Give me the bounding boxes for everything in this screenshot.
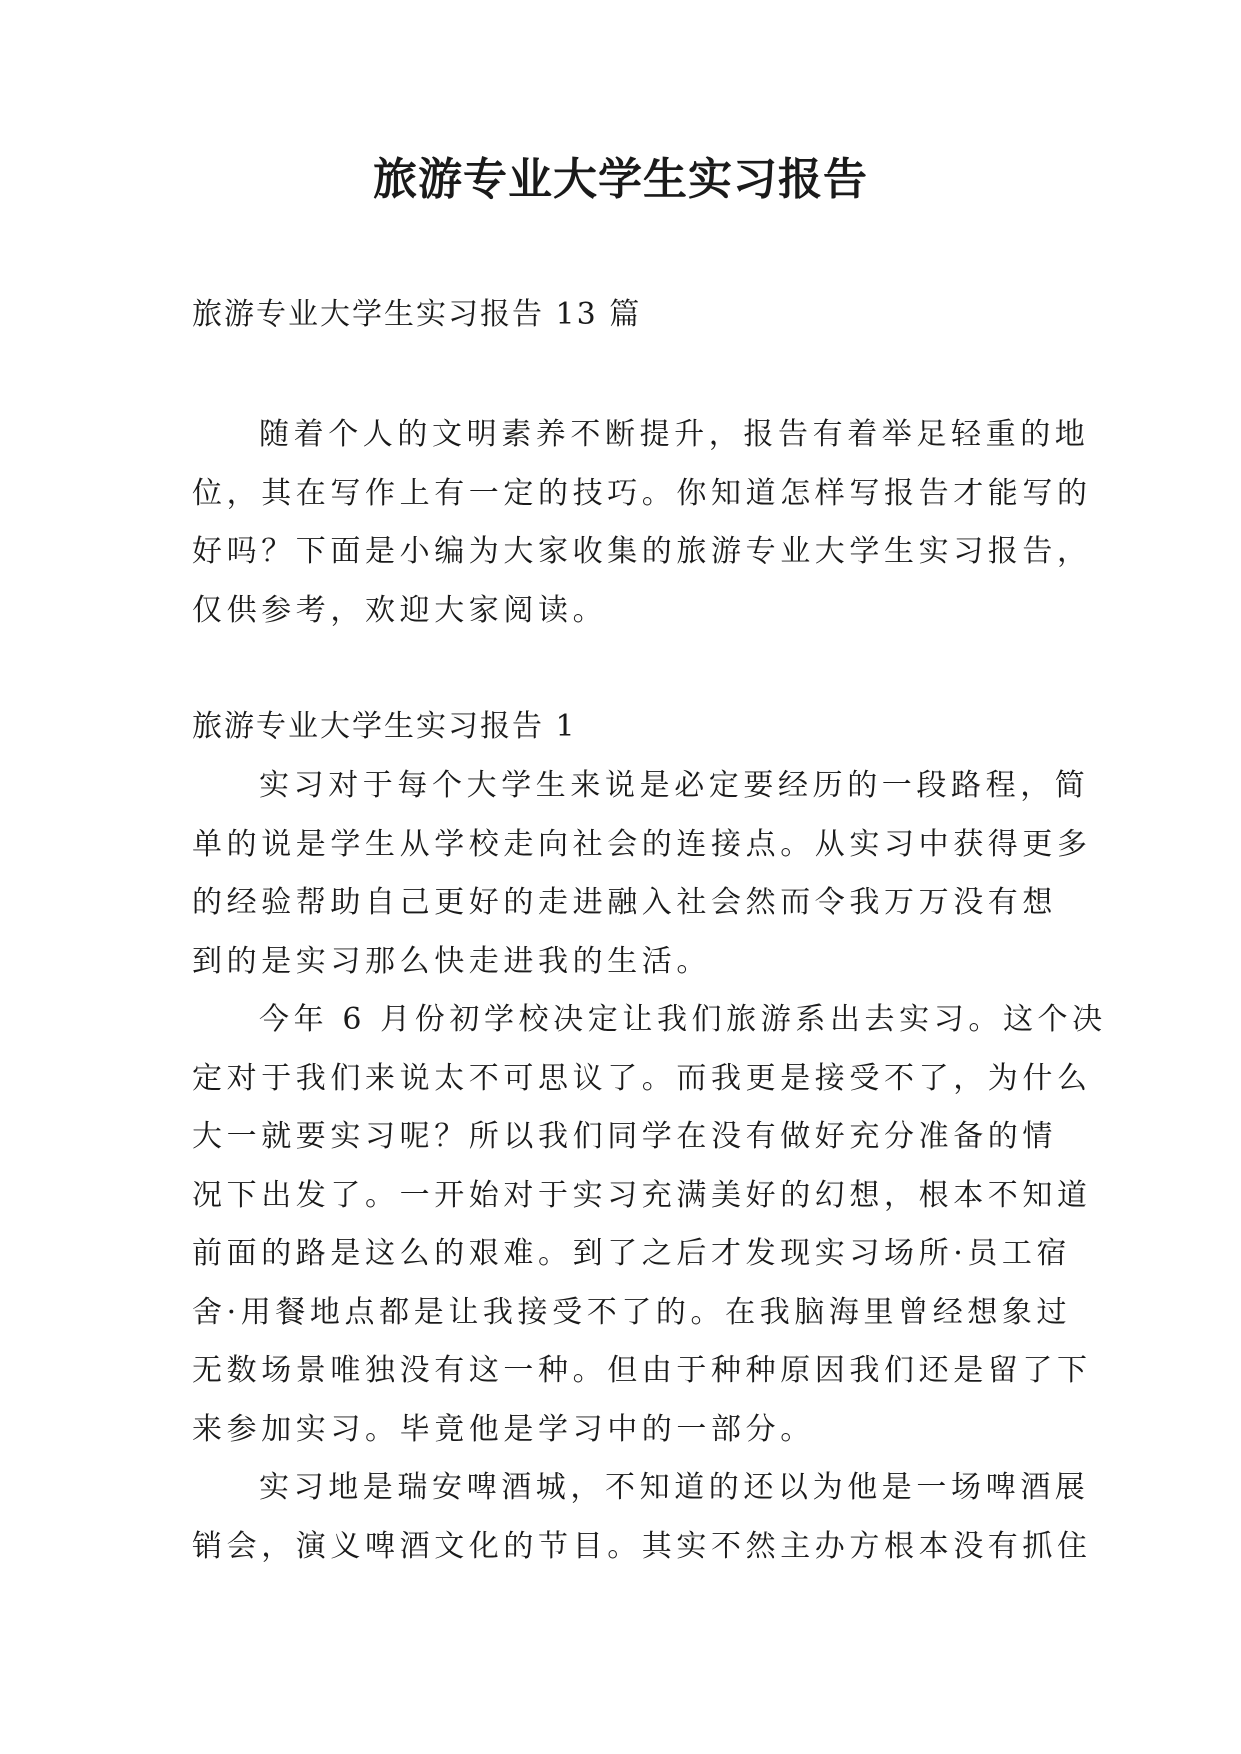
- paragraph-line: 今年 6 月份初学校决定让我们旅游系出去实习。这个决: [259, 1002, 1107, 1037]
- intro-line: 位，其在写作上有一定的技巧。你知道怎样写报告才能写的: [192, 475, 1092, 511]
- paragraph-line: 到的是实习那么快走进我的生活。: [192, 943, 711, 979]
- paragraph-line: 销会，演义啤酒文化的节目。其实不然主办方根本没有抓住: [192, 1528, 1092, 1564]
- paragraph-line: 无数场景唯独没有这一种。但由于种种原因我们还是留了下: [192, 1353, 1092, 1388]
- paragraph-line: 舍·用餐地点都是让我接受不了的。在我脑海里曾经想象过: [192, 1294, 1072, 1330]
- paragraph-line: 实习地是瑞安啤酒城，不知道的还以为他是一场啤酒展: [259, 1470, 1090, 1505]
- document-title: 旅游专业大学生实习报告: [373, 154, 868, 205]
- intro-line: 好吗？下面是小编为大家收集的旅游专业大学生实习报告，: [192, 534, 1092, 569]
- paragraph-line: 大一就要实习呢？所以我们同学在没有做好充分准备的情: [192, 1119, 1057, 1154]
- intro-paragraph: [192, 406, 1092, 640]
- document-subtitle: 旅游专业大学生实习报告 13 篇: [192, 297, 642, 332]
- paragraph-line: 定对于我们来说太不可思议了。而我更是接受不了，为什么: [192, 1060, 1092, 1096]
- paragraph-line: 前面的路是这么的艰难。到了之后才发现实习场所·员工宿: [192, 1236, 1072, 1271]
- intro-line: 随着个人的文明素养不断提升，报告有着举足轻重的地: [259, 417, 1090, 452]
- paragraph-line: 实习对于每个大学生来说是必定要经历的一段路程，简: [259, 768, 1090, 803]
- paragraph-line: 来参加实习。毕竟他是学习中的一部分。: [192, 1411, 815, 1447]
- paragraph-line: 况下出发了。一开始对于实习充满美好的幻想，根本不知道: [192, 1177, 1092, 1213]
- paragraph-line: 的经验帮助自己更好的走进融入社会然而令我万万没有想: [192, 885, 1057, 920]
- section-heading: 旅游专业大学生实习报告 1: [192, 709, 577, 744]
- intro-line: 仅供参考，欢迎大家阅读。: [192, 592, 608, 628]
- paragraph-line: 单的说是学生从学校走向社会的连接点。从实习中获得更多: [192, 826, 1092, 862]
- section-body: [192, 757, 1107, 1576]
